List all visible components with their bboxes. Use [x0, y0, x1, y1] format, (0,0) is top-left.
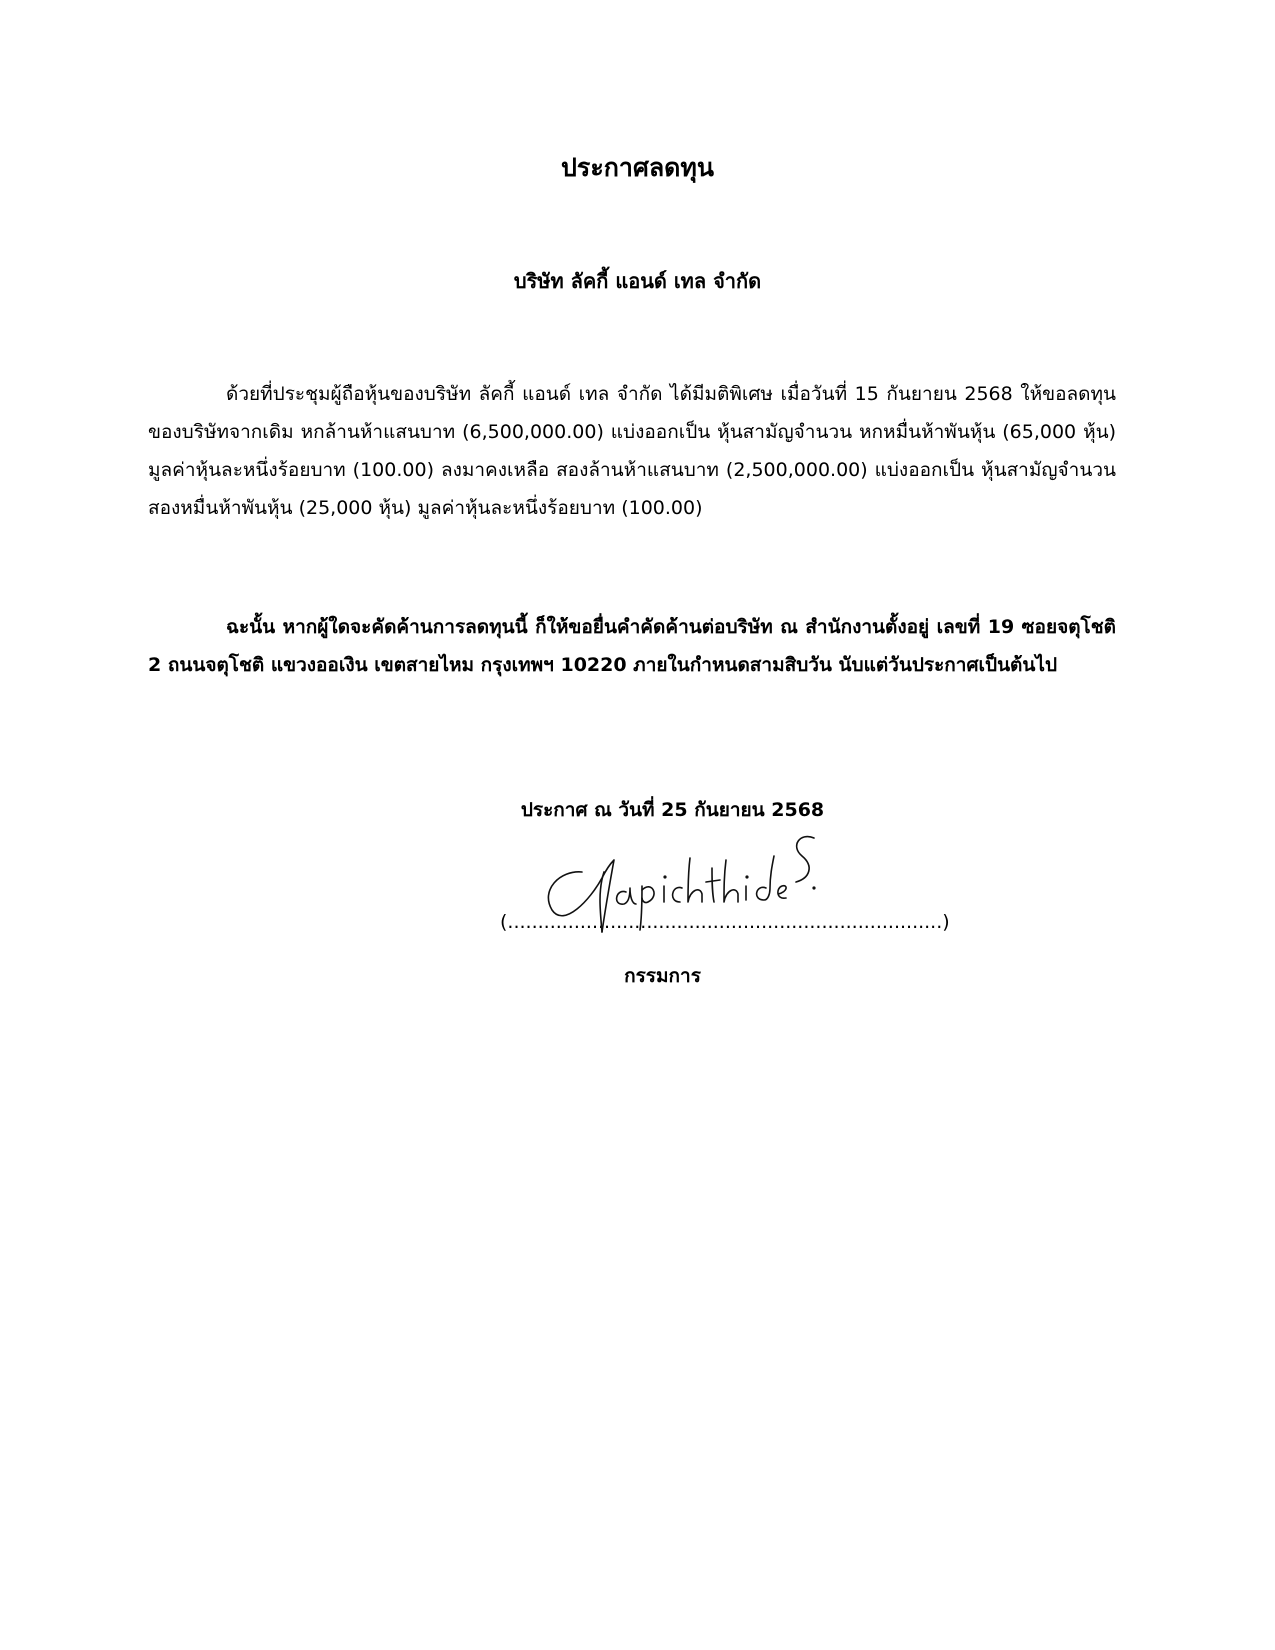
announcement-date: ประกาศ ณ วันที่ 25 กันยายน 2568 [520, 799, 825, 821]
page-title: ประกาศลดทุน [561, 153, 714, 182]
notice-paragraph-resolution: ด้วยที่ประชุมผู้ถือหุ้นของบริษัท ลัคกี้ แอนด์ เทล จำกัด ได้มีมติพิเศษ เมื่อวันที่ 15 กันยายน 2568 ให้ขอลดทุนของบริษัทจากเดิม หกล้านห้าแสนบาท (6,500,000.00) แบ่งออกเป็น หุ้นสามัญจำนวน หกหมื่นห้าพันหุ้น (65,000 หุ้น) มูลค่าหุ้นละหนึ่งร้อยบาท (100.00) ลงมาคงเหลือ สองล้านห้าแสนบาท (2,500,000.00) แบ่งออกเป็น หุ้นสามัญจำนวน สองหมื่นห้าพันหุ้น (25,000 หุ้น) มูลค่าหุ้นละหนึ่งร้อยบาท (100.00) [148, 383, 1116, 519]
notice-paragraph-objection: ฉะนั้น หากผู้ใดจะคัดค้านการลดทุนนี้ ก็ให้ขอยื่นคำคัดค้านต่อบริษัท ณ สำนักงานตั้งอยู่ เลขที่ 19 ซอยจตุโชติ 2 ถนนจตุโชติ แขวงออเงิน เขตสายไหม กรุงเทพฯ 10220 ภายในกำหนดสามสิบวัน นับแต่วันประกาศเป็นต้นไป [148, 616, 1116, 676]
company-name: บริษัท ลัคกี้ แอนด์ เทล จำกัด [513, 269, 762, 293]
signatory-role: กรรมการ [624, 965, 701, 987]
signature-graphic [530, 830, 830, 940]
signature-line: (........................................................................) [500, 911, 950, 933]
